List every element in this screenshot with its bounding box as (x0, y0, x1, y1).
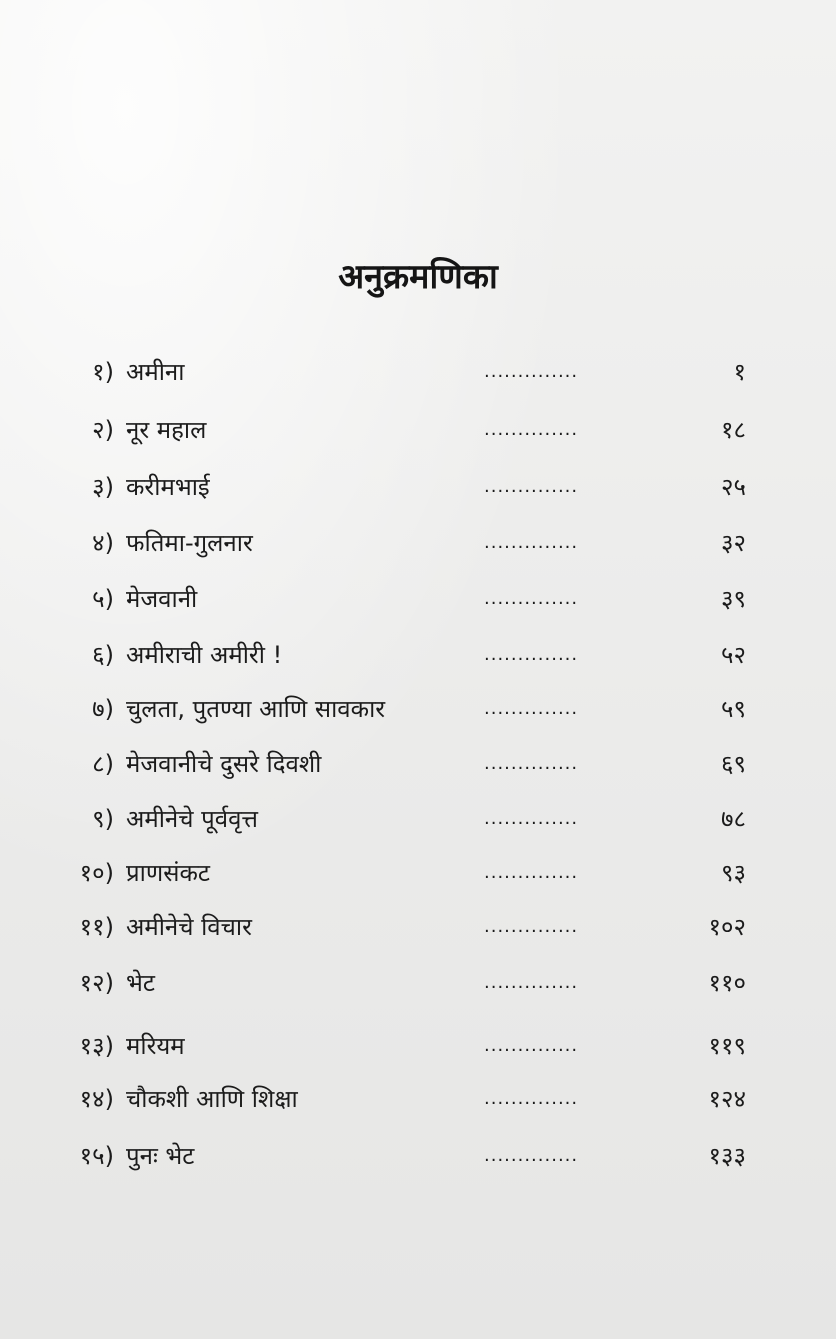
toc-entry-page: ६९ (721, 750, 746, 778)
toc-entry (0, 744, 836, 784)
toc-entry-title: मेजवानीचे दुसरे दिवशी (126, 750, 322, 778)
toc-entry-title: भेट (126, 969, 155, 997)
toc-entry-leader: .............. (484, 1145, 579, 1166)
toc-entry-title: करीमभाई (126, 473, 210, 501)
toc-entry (0, 410, 836, 450)
toc-entry-page: १ (733, 358, 746, 386)
toc-entry-title: नूर महाल (126, 416, 207, 444)
toc-entry-leader: .............. (484, 419, 579, 440)
toc-entry-leader: .............. (484, 361, 579, 382)
toc-entry (0, 1026, 836, 1066)
toc-entry (0, 689, 836, 729)
toc-entry-title: अमीनेचे विचार (126, 913, 252, 941)
toc-entry-title: मरियम (126, 1032, 185, 1060)
toc-entry (0, 467, 836, 507)
toc-entry-number: ३) (92, 473, 114, 501)
toc-entry (0, 1136, 836, 1176)
toc-entry-number: १५) (79, 1142, 114, 1170)
toc-entry-number: ७) (92, 695, 114, 723)
toc-entry-title: अमीराची अमीरी ! (126, 641, 283, 669)
toc-entry (0, 523, 836, 563)
toc-entry-page: ७८ (721, 805, 746, 833)
toc-entry-number: १२) (79, 969, 114, 997)
toc-entry-title: पुनः भेट (126, 1142, 195, 1170)
toc-entry-page: ३९ (721, 585, 746, 613)
toc-entry-page: ९३ (721, 859, 746, 887)
toc-entry-number: १) (92, 358, 114, 386)
toc-entry (0, 799, 836, 839)
toc-entry-leader: .............. (484, 808, 579, 829)
toc-entry-leader: .............. (484, 532, 579, 553)
toc-entry-page: १२४ (708, 1085, 746, 1113)
toc-entry-title: मेजवानी (126, 585, 198, 613)
toc-entry-number: १३) (79, 1032, 114, 1060)
toc-entry-page: ५२ (721, 641, 746, 669)
toc-entry-title: अमीना (126, 358, 185, 386)
toc-entry-number: ८) (92, 750, 114, 778)
toc-entry-leader: .............. (484, 972, 579, 993)
toc-entry (0, 352, 836, 392)
toc-entry-leader: .............. (484, 698, 579, 719)
toc-entry-number: ९) (92, 805, 114, 833)
toc-entry-leader: .............. (484, 753, 579, 774)
toc-entry-leader: .............. (484, 644, 579, 665)
toc-entry-title: चुलता, पुतण्या आणि सावकार (126, 695, 386, 723)
toc-entry-leader: .............. (484, 862, 579, 883)
page-title: अनुक्रमणिका (338, 257, 498, 297)
toc-entry-number: ६) (92, 641, 114, 669)
toc-entry-title: प्राणसंकट (126, 859, 210, 887)
toc-entry-page: ११० (708, 969, 746, 997)
toc-entry-page: २५ (721, 473, 746, 501)
toc-entry-leader: .............. (484, 588, 579, 609)
toc-entry-number: १४) (79, 1085, 114, 1113)
toc-entry-page: ३२ (721, 529, 746, 557)
toc-entry-number: २) (92, 416, 114, 444)
toc-entry-number: ४) (92, 529, 114, 557)
toc-entry-page: ५९ (721, 695, 746, 723)
toc-entry (0, 907, 836, 947)
toc-entry-page: ११९ (708, 1032, 746, 1060)
toc-entry-page: १८ (721, 416, 746, 444)
toc-entry-leader: .............. (484, 1088, 579, 1109)
toc-entry-leader: .............. (484, 916, 579, 937)
toc-entry-title: फतिमा-गुलनार (126, 529, 253, 557)
toc-entry-leader: .............. (484, 476, 579, 497)
toc-entry-leader: .............. (484, 1035, 579, 1056)
toc-entry-number: ११) (79, 913, 114, 941)
toc-entry (0, 635, 836, 675)
toc-entry (0, 963, 836, 1003)
toc-entry (0, 853, 836, 893)
toc-entry-title: अमीनेचे पूर्ववृत्त (126, 805, 258, 833)
toc-entry-page: १०२ (708, 913, 746, 941)
toc-entry-number: १०) (79, 859, 114, 887)
toc-entry (0, 1079, 836, 1119)
toc-entry-title: चौकशी आणि शिक्षा (126, 1085, 298, 1113)
toc-entry-page: १३३ (708, 1142, 746, 1170)
toc-entry-number: ५) (92, 585, 114, 613)
toc-entry (0, 579, 836, 619)
